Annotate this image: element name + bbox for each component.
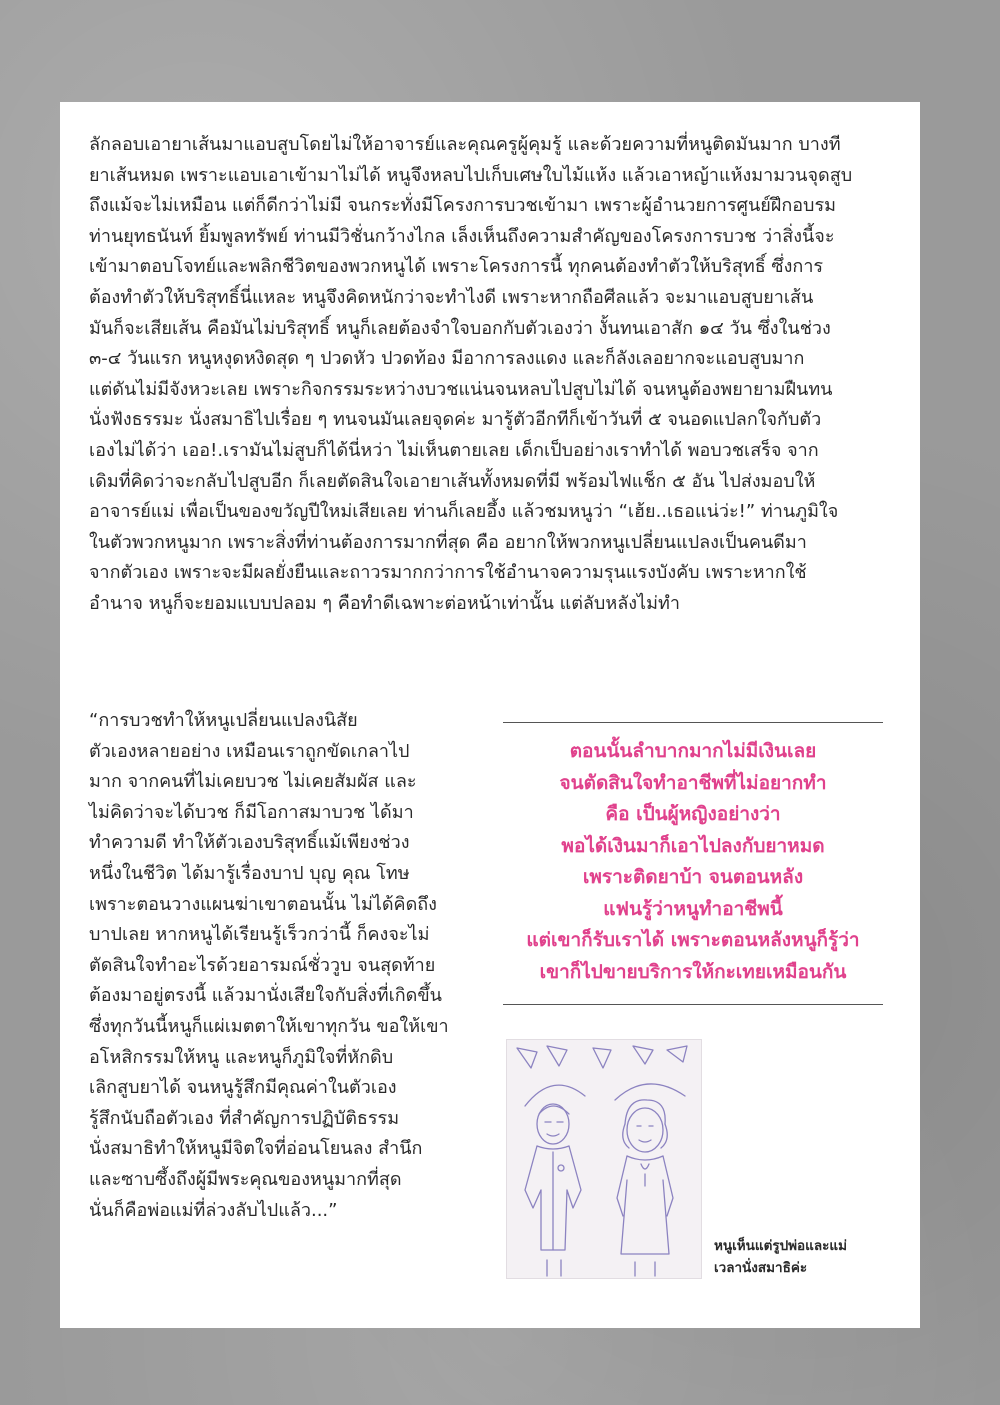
pull-quote-top-rule <box>503 722 883 723</box>
quote-column <box>89 706 464 1226</box>
quote-paragraph: “การบวชทำให้หนูเปลี่ยนแปลงนิสัย ตัวเองหลายอย่าง เหมือนเราถูกขัดเกลาไป มาก จากคนที่ไม่เคยบวช ไม่เคยสัมผัส และ ไม่คิดว่าจะได้บวช ก็มีโอกาสมาบวช ได้มา ทำความดี ทำให้ตัวเองบริสุทธิ์แม้เพียงช่วง หนึ่งในชีวิต ได้มารู้เรื่องบาป บุญ คุณ โทษ เพราะตอนวางแผนฆ่าเขาตอนนั้น ไม่ได้คิดถึง บาปเลย หากหนูได้เรียนรู้เร็วกว่านี้ ก็คงจะไม่ ตัดสินใจทำอะไรด้วยอารมณ์ชั่ววูบ จนสุดท้าย ต้องมาอยู่ตรงนี้ แล้วมานั่งเสียใจกับสิ่งที่เกิดขึ้น ซึ่งทุกวันนี้หนูก็แผ่เมตตาให้เขาทุกวัน ขอให้เขา อโหสิกรรมให้หนู และหนูก็ภูมิใจที่หักดิบ เลิกสูบยาได้ จนหนูรู้สึกมีคุณค่าในตัวเอง รู้สึกนับถือตัวเอง ที่สำคัญการปฏิบัติธรรม นั่งสมาธิทำให้หนูมีจิตใจที่อ่อนโยนลง สำนึก และซาบซึ้งถึงผู้มีพระคุณของหนูมากที่สุด นั่นก็คือพ่อแม่ที่ล่วงลับไปแล้ว...” <box>89 710 449 1221</box>
pull-quote-bottom-rule <box>503 1004 883 1005</box>
child-drawing-photo <box>506 1039 702 1279</box>
article-paragraph: ลักลอบเอายาเส้นมาแอบสูบโดยไม่ให้อาจารย์และคุณครูผู้คุมรู้ และด้วยความที่หนูติดมันมาก บางที ยาเส้นหมด เพราะแอบเอาเข้ามาไม่ได้ หนูจึงหลบไปเก็บเศษใบไม้แห้ง แล้วเอาหญ้าแห้งมามวนจุดสูบ ถึงแม้จะไม่เหมือน แต่ก็ดีกว่าไม่มี จนกระทั่งมีโครงการบวชเข้ามา เพราะผู้อำนวยการศูนย์ฝึกอบรม ท่านยุทธนันท์ ยิ้มพูลทรัพย์ ท่านมีวิชั่นกว้างไกล เล็งเห็นถึงความสำคัญของโครงการบวช ว่าสิ่งนี้จะ เข้ามาตอบโจทย์และพลิกชีวิตของพวกหนูได้ เพราะโครงการนี้ ทุกคนต้องทำตัวให้บริสุทธิ์ ซึ่งการ ต้องทำตัวให้บริสุทธิ์นี่แหละ หนูจึงคิดหนักว่าจะทำไงดี เพราะหากถือศีลแล้ว จะมาแอบสูบยาเส้น มันก็จะเสียเส้น คือมันไม่บริสุทธิ์ หนูก็เลยต้องจำใจบอกกับตัวเองว่า งั้นทนเอาสัก ๑๔ วัน ซึ่งในช่วง ๓-๔ วันแรก หนูหงุดหงิดสุด ๆ ปวดหัว ปวดท้อง มีอาการลงแดง และก็ลังเลอยากจะแอบสูบมาก แต่ดันไม่มีจังหวะเลย เพราะกิจกรรมระหว่างบวชแน่นจนหลบไปสูบไม่ได้ จนหนูต้องพยายามฝืนทน นั่งฟังธรรมะ นั่งสมาธิไปเรื่อย ๆ ทนจนมันเลยจุดค่ะ มารู้ตัวอีกทีก็เข้าวันที่ ๕ จนอดแปลกใจกับตัว เองไม่ได้ว่า เออ!.เรามันไม่สูบก็ได้นี่หว่า ไม่เห็นตายเลย เด็กเป็บอย่างเราทำได้ พอบวชเสร็จ จาก เดิมที่คิดว่าจะกลับไปสูบอีก ก็เลยตัดสินใจเอายาเส้นทั้งหมดที่มี พร้อมไฟแช็ก ๕ อัน ไปส่งมอบให้ อาจารย์แม่ เพื่อเป็นของขวัญปีใหม่เสียเลย ท่านก็เลยอึ้ง แล้วชมหนูว่า “เฮ้ย..เธอแน่ว่ะ!” ท่านภูมิใจ ในตัวพวกหนูมาก เพราะสิ่งที่ท่านต้องการมากที่สุด คือ อยากให้พวกหนูเปลี่ยนแปลงเป็นคนดีมา จากตัวเอง เพราะจะมีผลยั่งยืนและถาวรมากกว่าการใช้อำนาจความรุนแรงบังคับ เพราะหากใช้ อำนาจ หนูก็จะยอมแบบปลอม ๆ คือทำดีเฉพาะต่อหน้าเท่านั้น แต่ลับหลังไม่ทำ <box>89 134 853 614</box>
photo-caption: หนูเห็นแต่รูปพ่อและแม่ เวลานั่งสมาธิค่ะ <box>714 1238 847 1276</box>
document-page <box>60 102 920 1328</box>
pull-quote: ตอนนั้นลำบากมากไม่มีเงินเลย จนตัดสินใจทำอาชีพที่ไม่อยากทำ คือ เป็นผู้หญิงอย่างว่า พอได้เงินมาก็เอาไปลงกับยาหมด เพราะติดยาบ้า จนตอนหลัง แฟนรู้ว่าหนูทำอาชีพนี้ แต่เขาก็รับเราได้ เพราะตอนหลังหนูก็รู้ว่า เขาก็ไปขายบริการให้กะเทยเหมือนกัน <box>526 740 860 983</box>
article-body-top <box>89 130 889 620</box>
drawing-parents-illustration <box>507 1040 701 1278</box>
